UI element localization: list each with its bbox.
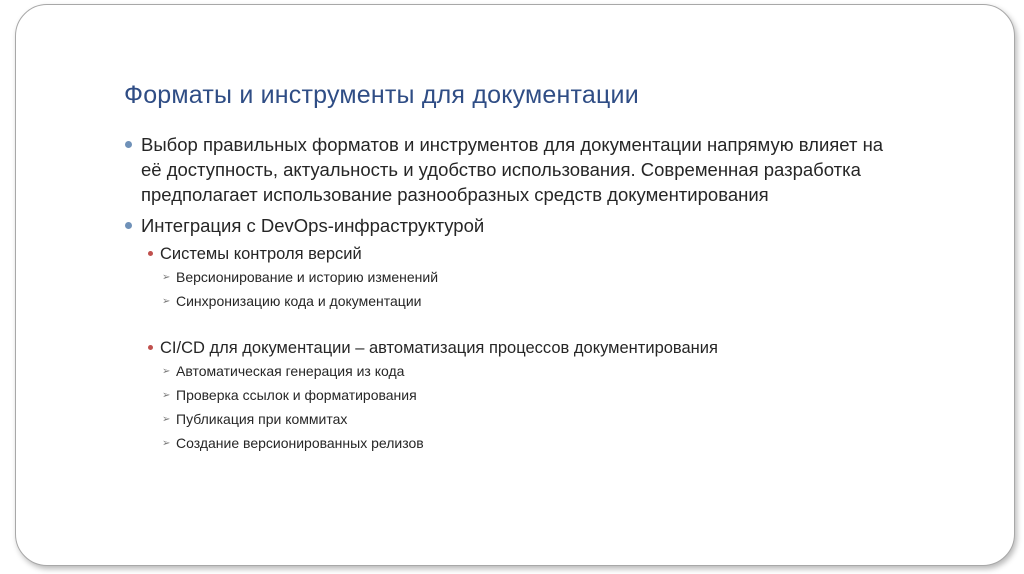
list-item: [124, 432, 984, 455]
slide-title: Форматы и инструменты для документации: [124, 81, 639, 109]
list-item-text: Проверка ссылок и форматирования: [176, 387, 417, 403]
list-item: [124, 266, 984, 289]
sub-bullet-cicd-text: CI/CD для документации – автоматизация процессов документирования: [160, 339, 718, 357]
list-item-text: Публикация при коммитах: [176, 411, 348, 427]
red-dot-bullet-icon: [148, 251, 153, 256]
chevron-right-icon: ➢: [162, 414, 171, 425]
list-item-text: Создание версионированных релизов: [176, 435, 424, 451]
sub-bullet-vcs: [124, 243, 984, 265]
chevron-right-icon: ➢: [162, 438, 171, 449]
bullet-1-text: Выбор правильных форматов и инструментов для документации напрямую влияет на её доступность, актуальность и удобство использования. Современная разработка предполагает использование разнообразных средств документирования: [141, 134, 884, 205]
round-bullet-icon: [125, 222, 132, 229]
list-item: [124, 360, 984, 383]
chevron-right-icon: ➢: [162, 390, 171, 401]
round-bullet-icon: [125, 141, 132, 148]
list-item: [124, 290, 984, 313]
chevron-right-icon: ➢: [162, 366, 171, 377]
list-item: [124, 384, 984, 407]
bullet-2: [124, 213, 984, 238]
list-item-text: Версионирование и историю изменений: [176, 269, 439, 285]
slide-content: [124, 132, 984, 455]
bullet-2-text: Интеграция с DevOps-инфраструктурой: [141, 215, 485, 236]
sub-bullet-vcs-text: Системы контроля версий: [160, 245, 362, 263]
list-item: [124, 408, 984, 431]
chevron-right-icon: ➢: [162, 272, 171, 283]
chevron-right-icon: ➢: [162, 296, 171, 307]
bullet-1: [124, 132, 984, 207]
sub-bullet-cicd: [124, 337, 984, 359]
red-dot-bullet-icon: [148, 345, 153, 350]
list-item-text: Автоматическая генерация из кода: [176, 363, 405, 379]
list-item-text: Синхронизацию кода и документации: [176, 293, 422, 309]
slide: [15, 4, 1015, 566]
